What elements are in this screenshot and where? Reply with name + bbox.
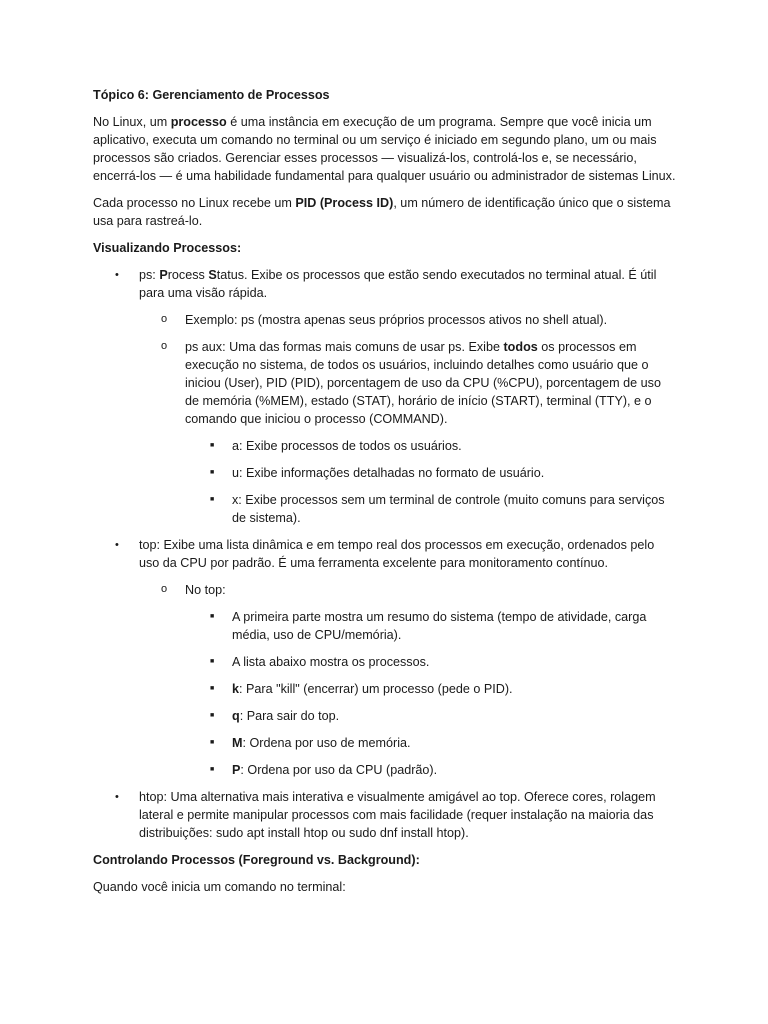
intro-text: No Linux, um [93,115,171,129]
list-item-top-key-p [210,761,676,779]
ps-bold-letter: S [208,268,217,282]
bullet-circle-icon: o [161,313,168,325]
ps-aux-text: os processos em execução no sistema, de todos os usuários, incluindo detalhes como usuário que o iniciou (User), PID (PID), porcentagem de uso da CPU (%CPU), porcentagem de uso de memória (%MEM), estado (STAT), horário de início (START), terminal (TTY), e o comando que iniciou o processo (COMMAND). [185,340,661,426]
bullet-square-icon: ■ [210,658,215,665]
intro-paragraph-1 [93,113,676,185]
key-q: q [232,709,240,723]
list-item-top-list [210,653,676,671]
ps-text: rocess [167,268,209,282]
key-k-text: : Para "kill" (encerrar) um processo (pede o PID). [239,682,513,696]
top-list-text: A lista abaixo mostra os processos. [232,655,430,669]
list-item-top-summary [210,608,676,644]
list-item-top-key-m [210,734,676,752]
list-item-top-key-q [210,707,676,725]
key-p: P [232,763,241,777]
top-text: top: Exibe uma lista dinâmica e em tempo real dos processos em execução, ordenados pelo uso da CPU por padrão. É uma ferramenta excelente para monitoramento contínuo. [139,538,655,570]
bullet-square-icon: ■ [210,442,215,449]
bullet-square-icon: ■ [210,766,215,773]
list-item-top [115,536,676,572]
key-q-text: : Para sair do top. [239,709,340,723]
bullet-square-icon: ■ [210,685,215,692]
in-top-text: No top: [185,583,226,597]
list-item-ps-example [161,311,676,329]
ps-example-text: Exemplo: ps (mostra apenas seus próprios processos ativos no shell atual). [185,313,608,327]
list-item-ps [115,266,676,302]
htop-text: htop: Uma alternativa mais interativa e visualmente amigável ao top. Oferece cores, rolagem lateral e permite manipular processos com mais facilidade (requer instalação na maioria das distribuições: sudo apt install htop ou sudo dnf install htop). [139,790,656,840]
bullet-disc-icon: • [115,269,119,281]
list-item-in-top [161,581,676,599]
list-item-option-x [210,491,676,527]
key-k: k [232,682,240,696]
list-item-htop [115,788,676,842]
bullet-disc-icon: • [115,791,119,803]
option-a-text: a: Exibe processos de todos os usuários. [232,439,462,453]
ps-text: ps: [139,268,160,282]
bullet-square-icon: ■ [210,469,215,476]
bullet-square-icon: ■ [210,739,215,746]
option-x-text: x: Exibe processos sem um terminal de controle (muito comuns para serviços de sistema). [232,493,665,525]
ps-bold-letter: P [159,268,168,282]
intro-paragraph-2 [93,194,676,230]
intro-text: , um número de identificação único que o sistema usa para rastreá-lo. [93,196,671,228]
ps-aux-bold-term: todos [503,340,538,354]
key-m-text: : Ordena por uso de memória. [242,736,411,750]
pid-bold-term: PID (Process ID) [295,196,394,210]
key-m: M [232,736,243,750]
section-2-paragraph: Quando você inicia um comando no terminal: [93,880,346,894]
list-item-option-a [210,437,676,455]
bullet-square-icon: ■ [210,496,215,503]
ps-text: tatus. Exibe os processos que estão sendo executados no terminal atual. É útil para uma visão rápida. [139,268,657,300]
bullet-square-icon: ■ [210,613,215,620]
intro-text: é uma instância em execução de um programa. Sempre que você inicia um aplicativo, executa um comando no terminal ou um serviço é iniciado em segundo plano, um ou mais processos são criados. Gerenciar esses processos — visualizá-los, controlá-los e, se necessário, encerrá-los — é uma habilidade fundamental para qualquer usuário ou administrador de sistemas Linux. [93,115,676,183]
top-summary-text: A primeira parte mostra um resumo do sistema (tempo de atividade, carga média, uso de CPU/memória). [232,610,647,642]
list-item-option-u [210,464,676,482]
option-u-text: u: Exibe informações detalhadas no formato de usuário. [232,466,545,480]
key-p-text: : Ordena por uso da CPU (padrão). [240,763,438,777]
process-commands-list [93,266,676,842]
ps-aux-text: ps aux: Uma das formas mais comuns de usar ps. Exibe [185,340,504,354]
list-item-ps-aux [161,338,676,428]
page-title: Tópico 6: Gerenciamento de Processos [93,88,330,102]
bullet-circle-icon: o [161,340,168,352]
section-heading-viewing: Visualizando Processos: [93,241,242,255]
bullet-disc-icon: • [115,539,119,551]
bullet-circle-icon: o [161,583,168,595]
bullet-square-icon: ■ [210,712,215,719]
list-item-top-key-k [210,680,676,698]
section-heading-controlling: Controlando Processos (Foreground vs. Background): [93,853,420,867]
intro-bold-term: processo [170,115,227,129]
intro-text: Cada processo no Linux recebe um [93,196,296,210]
